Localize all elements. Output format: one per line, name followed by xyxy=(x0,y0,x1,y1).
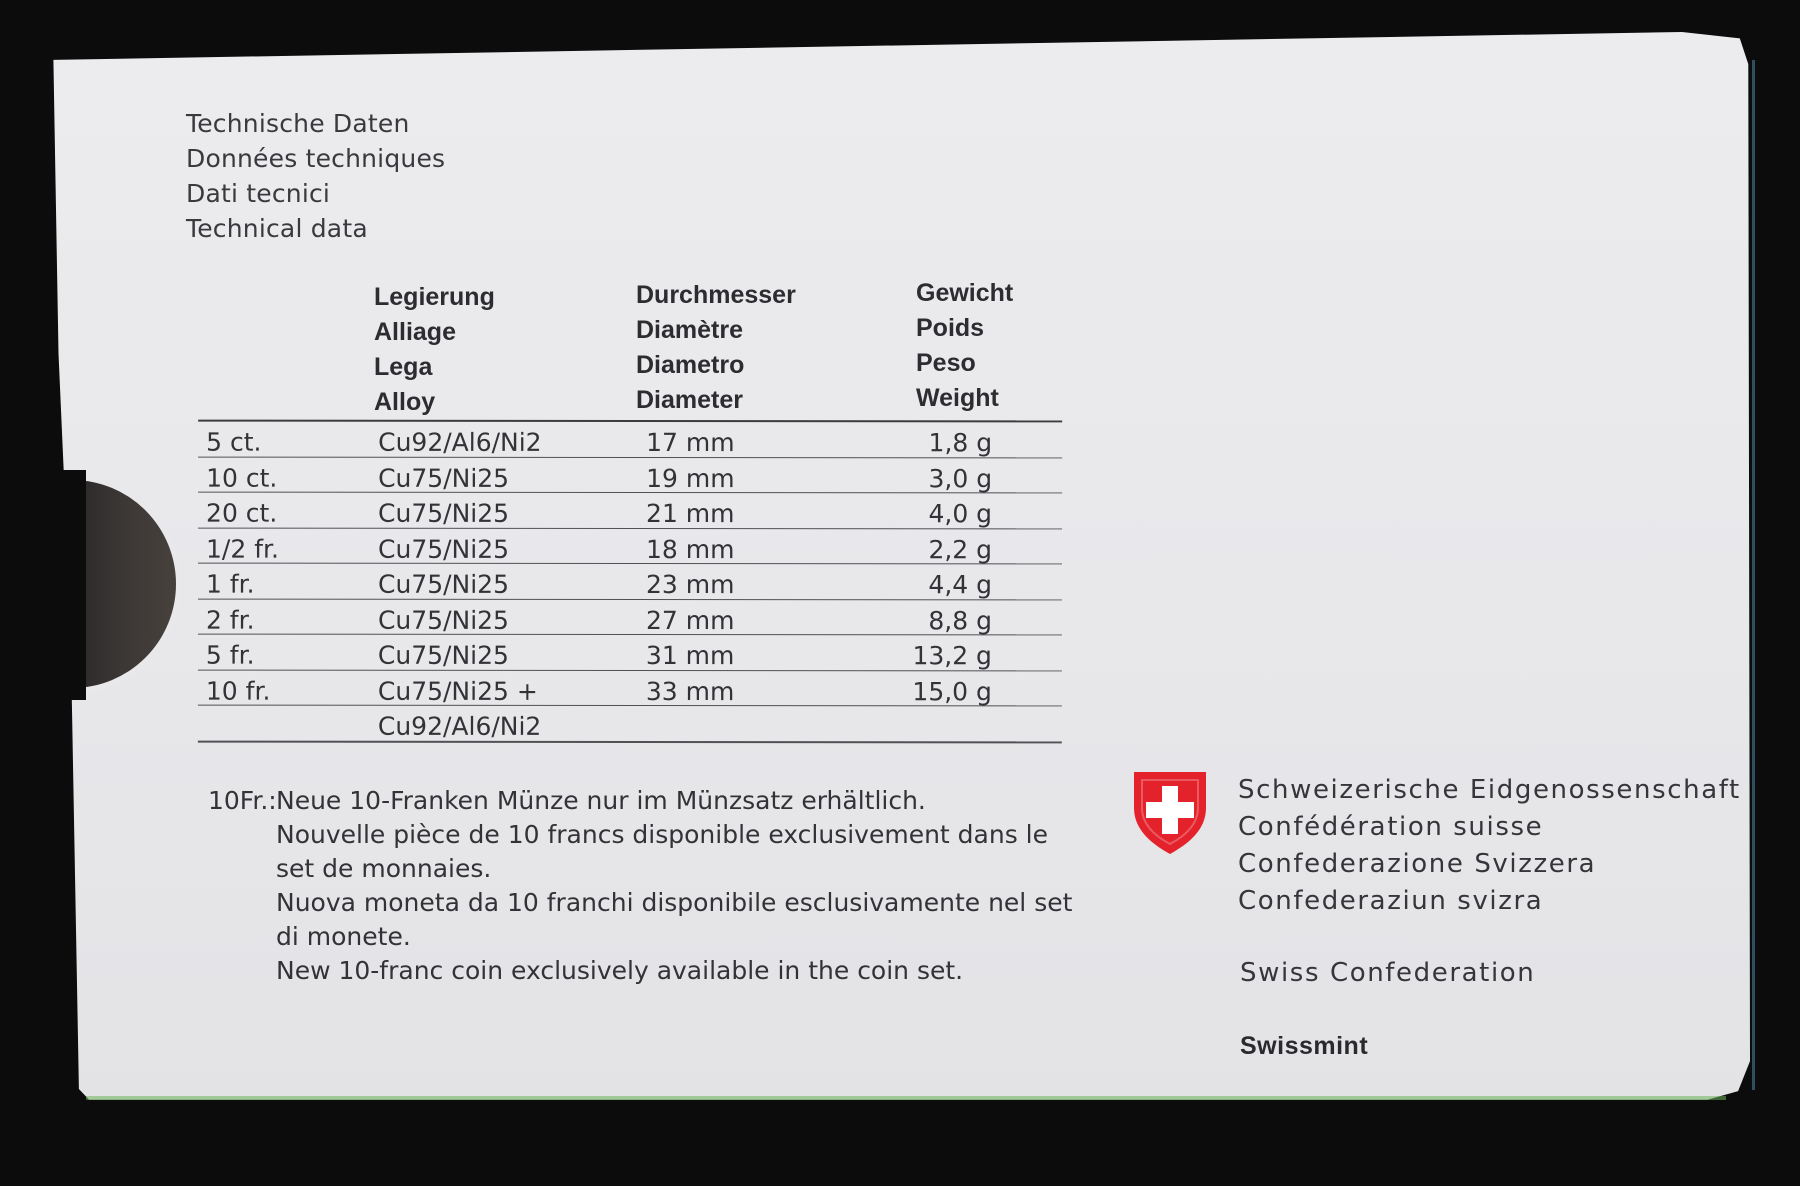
column-header-weight-it: Peso xyxy=(916,349,976,377)
cell-alloy: Cu75/Ni25 + xyxy=(377,676,538,706)
cell-denomination: 2 fr. xyxy=(205,605,255,635)
card-bottom-edge xyxy=(86,1096,1726,1100)
column-header-alloy-it: Lega xyxy=(374,353,433,381)
column-header-alloy xyxy=(374,280,495,420)
table-row xyxy=(198,599,1062,635)
cell-weight: 2,2 g xyxy=(928,534,993,564)
column-header-diameter-fr: Diamètre xyxy=(636,316,743,344)
cell-alloy: Cu75/Ni25 xyxy=(377,640,509,670)
heading-de: Technische Daten xyxy=(186,109,410,138)
cell-denomination: 5 ct. xyxy=(206,427,262,457)
column-header-diameter xyxy=(636,278,796,418)
cell-alloy: Cu92/Al6/Ni2 xyxy=(377,711,542,741)
cell-diameter: 27 mm xyxy=(645,605,735,635)
card-right-edge xyxy=(1752,60,1755,1090)
cell-diameter: 31 mm xyxy=(645,641,735,671)
column-header-alloy-en: Alloy xyxy=(374,388,436,416)
table-row xyxy=(198,528,1062,564)
cell-diameter: 21 mm xyxy=(646,499,735,529)
swissmint-brand: Swissmint xyxy=(1240,1032,1369,1060)
note-line-it-cont: di monete. xyxy=(276,922,411,951)
confederation-it: Confederazione Svizzera xyxy=(1238,849,1597,879)
cell-alloy: Cu92/Al6/Ni2 xyxy=(378,427,542,457)
note-line-it: Nuova moneta da 10 franchi disponibile esclusivamente nel set xyxy=(276,888,1073,917)
table-row xyxy=(198,635,1062,671)
cell-diameter: 17 mm xyxy=(646,428,735,458)
coin-data-table xyxy=(198,420,1062,743)
cell-weight: 4,0 g xyxy=(928,499,993,529)
note-line-de: Neue 10-Franken Münze nur im Münzsatz erhältlich. xyxy=(276,786,926,815)
note-label: 10Fr.: xyxy=(208,786,277,815)
cell-diameter: 23 mm xyxy=(645,570,735,600)
column-header-weight-de: Gewicht xyxy=(916,279,1014,307)
table-row xyxy=(198,422,1062,458)
table-row xyxy=(198,670,1062,706)
confederation-fr: Confédération suisse xyxy=(1238,812,1544,842)
column-header-weight xyxy=(916,276,1013,416)
cell-denomination: 1/2 fr. xyxy=(206,534,279,564)
confederation-en: Swiss Confederation xyxy=(1240,958,1536,988)
technical-data-heading xyxy=(186,106,445,246)
note-line-en: New 10-franc coin exclusively available in the coin set. xyxy=(276,956,964,985)
confederation-names xyxy=(1238,772,1741,920)
heading-it: Dati tecnici xyxy=(186,179,331,208)
cell-diameter: 19 mm xyxy=(646,463,735,493)
cell-denomination: 10 fr. xyxy=(205,676,271,706)
table-row xyxy=(198,706,1062,743)
table-row xyxy=(198,457,1062,493)
note-line-fr-cont: set de monnaies. xyxy=(276,854,492,883)
table-row xyxy=(198,564,1062,600)
confederation-rm: Confederaziun svizra xyxy=(1238,886,1544,916)
column-header-diameter-de: Durchmesser xyxy=(636,281,796,309)
notch-background xyxy=(40,470,86,700)
cell-alloy: Cu75/Ni25 xyxy=(378,463,510,493)
swiss-shield-icon xyxy=(1130,768,1210,856)
column-header-diameter-en: Diameter xyxy=(636,386,743,414)
column-header-weight-en: Weight xyxy=(916,384,999,412)
cell-denomination: 5 fr. xyxy=(205,640,255,670)
column-header-alloy-fr: Alliage xyxy=(374,318,456,346)
cell-weight: 3,0 g xyxy=(928,463,993,493)
cell-diameter: 18 mm xyxy=(646,534,735,564)
cell-weight: 1,8 g xyxy=(928,428,993,458)
cell-weight: 15,0 g xyxy=(912,676,992,706)
cell-diameter: 33 mm xyxy=(645,676,735,706)
note-line-fr: Nouvelle pièce de 10 francs disponible exclusivement dans le xyxy=(276,820,1048,849)
heading-en: Technical data xyxy=(186,214,368,243)
column-header-weight-fr: Poids xyxy=(916,314,985,342)
cell-alloy: Cu75/Ni25 xyxy=(377,569,510,599)
cell-denomination: 10 ct. xyxy=(206,463,278,493)
confederation-de: Schweizerische Eidgenossenschaft xyxy=(1238,775,1741,805)
cell-weight: 4,4 g xyxy=(928,570,993,600)
cell-weight: 8,8 g xyxy=(928,605,992,635)
cell-weight: 13,2 g xyxy=(912,641,992,671)
cell-denomination: 1 fr. xyxy=(205,569,255,599)
column-header-diameter-it: Diametro xyxy=(636,351,745,379)
cell-alloy: Cu75/Ni25 xyxy=(378,534,510,564)
column-header-alloy-de: Legierung xyxy=(374,283,495,311)
cell-denomination: 20 ct. xyxy=(206,498,278,528)
note-lines xyxy=(276,784,1076,988)
cell-alloy: Cu75/Ni25 xyxy=(377,605,509,635)
table-row xyxy=(198,493,1062,529)
heading-fr: Données techniques xyxy=(186,144,446,173)
cell-alloy: Cu75/Ni25 xyxy=(378,498,510,528)
